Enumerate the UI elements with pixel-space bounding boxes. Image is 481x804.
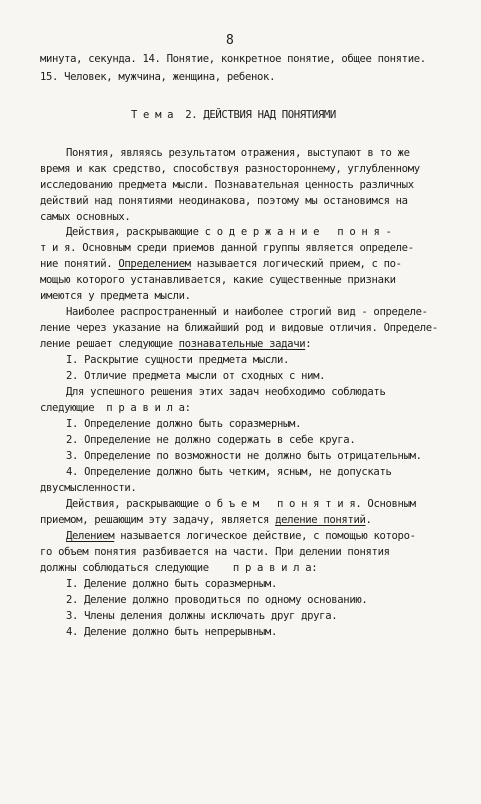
- para5-line-2: го объем понятия разбивается на части. При делении понятия: [40, 546, 390, 558]
- para3-text: ление решает следующие: [40, 338, 173, 350]
- para4-line-2: [40, 513, 372, 527]
- definition-rule-3: 3. Определение по возможности не должно быть отрицательным.: [66, 450, 422, 462]
- para1-line-2: время и как средство, способствуя разностороннему, углубленному: [40, 163, 420, 175]
- para5-line-1: [66, 529, 416, 543]
- definition-rule-2: 2. Определение не должно содержать в себе круга.: [66, 434, 356, 446]
- para3-line-1: Наиболее распространенный и наиболее строгий вид - определе-: [66, 306, 428, 318]
- heading-title: ДЕЙСТВИЯ НАД ПОНЯТИЯМИ: [203, 109, 336, 121]
- underlined-term-definition: Определением: [118, 258, 191, 270]
- para2-line-3: [40, 257, 402, 271]
- division-rule-4: 4. Деление должно быть непрерывным.: [66, 626, 277, 638]
- spaced-term-scope: о б ъ е м п о н я т и я.: [204, 498, 362, 510]
- task-item-2: 2. Отличие предмета мысли от сходных с ним.: [66, 370, 326, 382]
- definition-rule-4: 4. Определение должно быть четким, ясным, не допускать: [66, 466, 392, 478]
- para1-line-5: самых основных.: [40, 211, 131, 223]
- para3-colon: :: [305, 338, 312, 350]
- para3-line-2: ление через указание на ближайший род и видовые отличия. Определе-: [40, 322, 438, 334]
- para2-line-1: [66, 225, 392, 239]
- para1-line-3: исследованию предмета мысли. Познавательная ценность различных: [40, 179, 414, 191]
- para1-line-4: действий над понятиями неодинакова, поэтому мы остановимся на: [40, 195, 408, 207]
- para4-line-1: [66, 497, 416, 511]
- para4-text: Действия, раскрывающие: [66, 498, 199, 510]
- para2-line-2: [40, 241, 414, 255]
- para2-text: Основным среди приемов данной группы является определе-: [82, 242, 414, 254]
- para4-period: .: [365, 514, 372, 526]
- spaced-term-content: с о д е р ж а н и е п о н я -: [204, 226, 392, 238]
- rules-intro-line-1: Для успешного решения этих задач необходимо соблюдать: [66, 386, 386, 398]
- para5-line-3: должны соблюдаться следующие п р а в и л а:: [40, 562, 318, 574]
- definition-rule-4-cont: двусмысленности.: [40, 482, 137, 494]
- intro-line-1: минута, секунда. 14. Понятие, конкретное понятие, общее понятие.: [40, 53, 426, 65]
- para2-line-5: имеются у предмета мысли.: [40, 290, 191, 302]
- underlined-term-division-def: Делением: [66, 530, 115, 542]
- intro-line-2: 15. Человек, мужчина, женщина, ребенок.: [40, 71, 276, 83]
- page-number: 8: [226, 33, 234, 48]
- heading-label: Т е м а 2.: [131, 109, 198, 121]
- underlined-term-division: деление понятий: [275, 514, 366, 526]
- spaced-term-content-end: т и я.: [40, 242, 77, 254]
- para1-line-1: Понятия, являясь результатом отражения, выступают в то же: [66, 147, 410, 159]
- para2-text: называется логический прием, с по-: [196, 258, 402, 270]
- underlined-term-tasks: познавательные задачи: [178, 338, 306, 350]
- para2-line-4: мощью которого устанавливается, какие существенные признаки: [40, 274, 396, 286]
- section-heading: [131, 108, 336, 122]
- task-item-1: I. Раскрытие сущности предмета мысли.: [66, 354, 290, 366]
- para4-text: приемом, решающим эту задачу, является: [40, 514, 270, 526]
- rules-intro-line-2: следующие п р а в и л а:: [40, 402, 191, 414]
- division-rule-3: 3. Члены деления должны исключать друг друга.: [66, 610, 338, 622]
- para3-line-3: [40, 337, 311, 351]
- para2-text: ние понятий.: [40, 258, 113, 270]
- para4-text: Основным: [367, 498, 416, 510]
- division-rule-1: I. Деление должно быть соразмерным.: [66, 578, 277, 590]
- para2-text: Действия, раскрывающие: [66, 226, 199, 238]
- division-rule-2: 2. Деление должно проводиться по одному основанию.: [66, 594, 368, 606]
- para5-text: называется логическое действие, с помощью которо-: [120, 530, 416, 542]
- definition-rule-1: I. Определение должно быть соразмерным.: [66, 418, 302, 430]
